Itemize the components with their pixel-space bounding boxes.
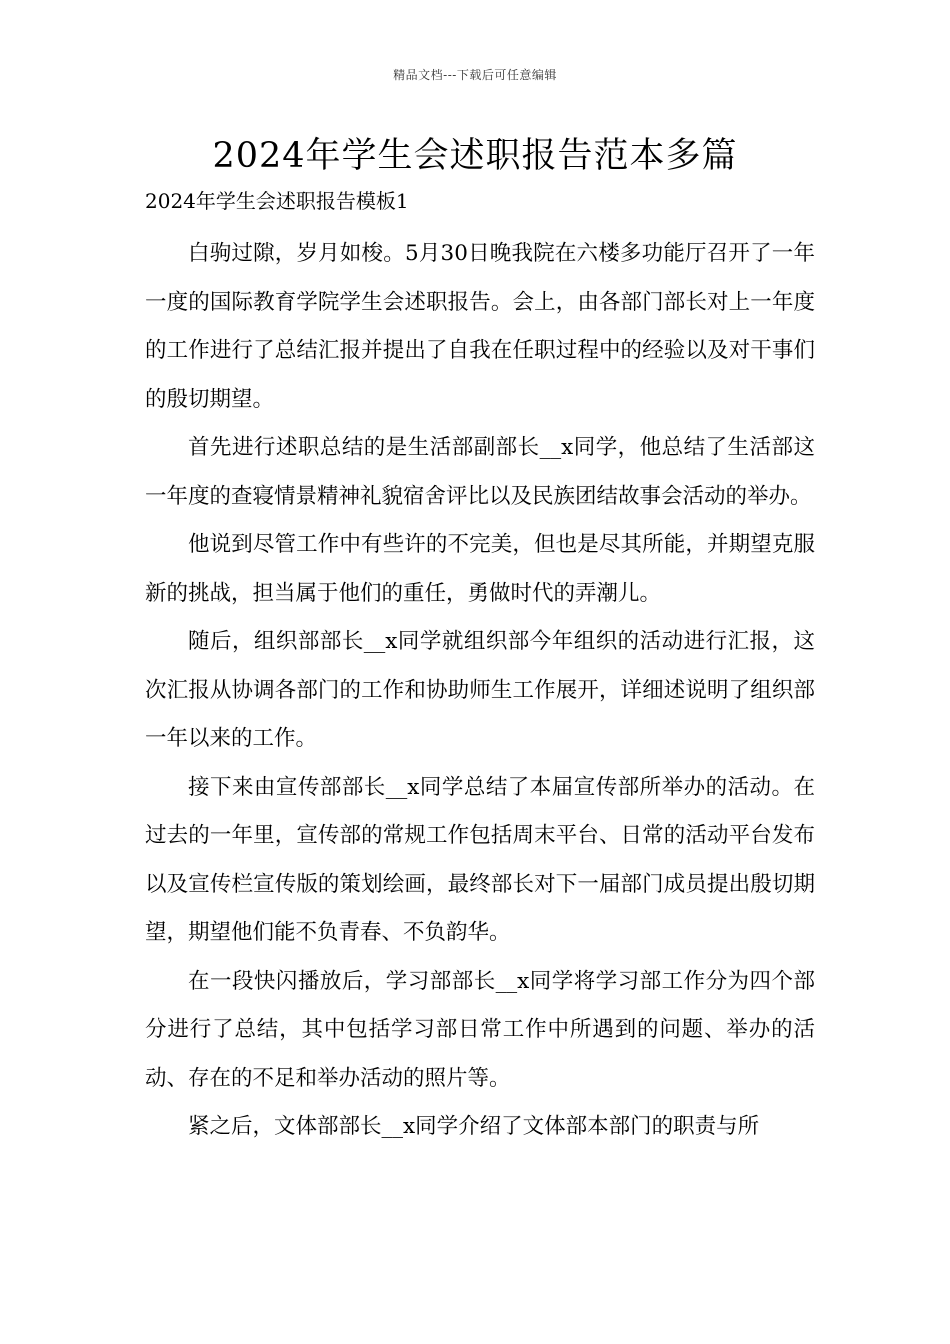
document-title: 2024年学生会述职报告范本多篇 — [212, 136, 738, 176]
paragraph-1: 白驹过隙，岁月如梭。5月30日晚我院在六楼多功能厅召开了一年一度的国际教育学院学生会述职报告。会上，由各部门部长对上一年度的工作进行了总结汇报并提出了自我在任职过程中的经验以及对干事们的殷切期望。 — [145, 241, 815, 412]
paragraph-5: 接下来由宣传部部长__x同学总结了本届宣传部所举办的活动。在过去的一年里，宣传部的常规工作包括周末平台、日常的活动平台发布以及宣传栏宣传版的策划绘画，最终部长对下一届部门成员提出殷切期望，期望他们能不负青春、不负韵华。 — [145, 774, 815, 945]
section-subtitle: 2024年学生会述职报告模板1 — [145, 189, 409, 213]
paragraph-6: 在一段快闪播放后，学习部部长__x同学将学习部工作分为四个部分进行了总结，其中包括学习部日常工作中所遇到的问题、举办的活动、存在的不足和举办活动的照片等。 — [145, 968, 815, 1091]
paragraph-3: 他说到尽管工作中有些许的不完美，但也是尽其所能，并期望克服新的挑战，担当属于他们的重任，勇做时代的弄潮儿。 — [145, 532, 815, 606]
paragraph-2: 首先进行述职总结的是生活部副部长__x同学，他总结了生活部这一年度的查寝情景精神礼貌宿舍评比以及民族团结故事会活动的举办。 — [145, 435, 815, 509]
document-body — [145, 230, 815, 1152]
paragraph-7: 紧之后，文体部部长__x同学介绍了文体部本部门的职责与所 — [188, 1114, 760, 1139]
paragraph-4: 随后，组织部部长__x同学就组织部今年组织的活动进行汇报，这次汇报从协调各部门的工作和协助师生工作展开，详细述说明了组织部一年以来的工作。 — [145, 629, 815, 751]
header-note: 精品文档---下载后可任意编辑 — [393, 68, 557, 82]
